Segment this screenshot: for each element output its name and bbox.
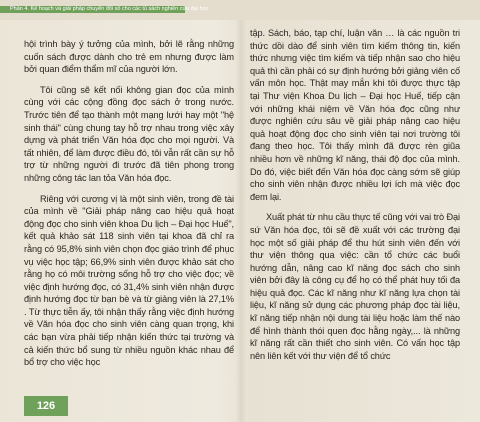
book-gutter xyxy=(236,20,246,422)
page-number: 126 xyxy=(24,396,68,416)
paragraph: Tôi cũng sẽ kết nối không gian đọc của mình cùng với các cộng đồng đọc sách ở trong nước. Trước tiên để tạo thành một mạng lưới hay một "hệ sinh thái" cùng chung tay hỗ trợ nhau trong việc xây dựng và phát triển Văn hóa đọc cho mọi người. Và tất nhiên, để làm được điều đó, tôi vẫn rất cần sự hỗ trợ từ những người đi trước đã tiên phong trong những công tác lan tỏa Văn hóa đọc. xyxy=(24,84,234,183)
right-text-column xyxy=(250,27,460,370)
running-header xyxy=(0,0,480,20)
paragraph: hội trình bày ý tưởng của mình, bởi lẽ rằng những cuốn sách được dành cho trẻ em nhưng được làm bởi quan điểm thẩm mĩ của người lớn. xyxy=(24,39,234,75)
paragraph: Xuất phát từ nhu cầu thực tế cũng với vai trò Đại sứ Văn hóa đọc, tôi sẽ đề xuất với các trường đại học một số giải pháp để thu hút sinh viên đến với thư viện thông qua việc: cần tổ chức các buổi hướng dẫn, nâng cao kĩ năng đọc sách cho sinh viên bởi đây là công cụ để họ có thể phát huy tối đa hiệu quả đọc. Các kĩ năng như kĩ năng lựa chọn tài liệu, kĩ năng sử dụng các phương pháp đọc tài liệu, kĩ năng tiếp nhận nội dung tài liệu hoặc làm thế nào để hình thành thói quen đọc hằng ngày,... là những kĩ năng rất cần thiết cho sinh viên. Có vấn học tập nên liên kết với thư viện để tổ chức xyxy=(250,212,460,361)
running-title: Phần 4. Kế hoạch và giải pháp chuyển đổi số cho các tủ sách nghiên cứu đại học xyxy=(10,6,209,12)
left-text-column xyxy=(24,38,234,377)
paragraph: tập. Sách, báo, tạp chí, luận văn … là các nguồn tri thức dồi dào để sinh viên tìm kiếm thông tin, kiến thức nhưng việc tìm kiếm và tiếp nhận sao cho hiệu quả thì cần phải có sự định hướng bởi giảng viên cố vấn môn học. Thật may mắn khi tôi được thực tập tại Thư viện Khoa Du lịch – Đại học Huế, tiếp cận với những khái niệm về Văn hóa đọc cũng như được nghiên cứu sâu về giải pháp nâng cao hiệu quả hoạt động đọc cho sinh viên tại nơi trường tôi đang theo học. Tôi thấy mình đã được rèn giũa nhiều hơn về những kĩ năng, thái độ đọc của mình. Do đó, việc biết đến Văn hóa đọc càng sớm sẽ giúp cho sinh viên nhận được nhiều lợi ích mà việc đọc đem lại. xyxy=(250,28,460,202)
paragraph: Riêng với cương vị là một sinh viên, trong đề tài của mình về "Giải pháp nâng cao hiệu quả hoạt động đọc cho sinh viên khoa Du lịch – Đại học Huế", kết quả khảo sát 118 sinh viên tại khoa đã chỉ ra rằng có 95,8% sinh viên chọn đọc giáo trình để phục vụ việc học tập; 66,9% sinh viên được khảo sát cho rằng họ có môi trường sống hỗ trợ cho việc đọc; về việc định hướng đọc, có 31,4% sinh viên nhận được định hướng đọc từ bạn bè và từ giảng viên là 27,1% . Từ thực tiễn ấy, tôi nhận thấy rằng việc định hướng về Văn hóa đọc cho sinh viên càng quan trọng, khi các bạn vừa phải tiếp nhận kiến thức tại trường và cả kiến thức bổ sung từ nhiều nguồn khác nhau để bổ trợ cho việc học xyxy=(24,193,234,368)
